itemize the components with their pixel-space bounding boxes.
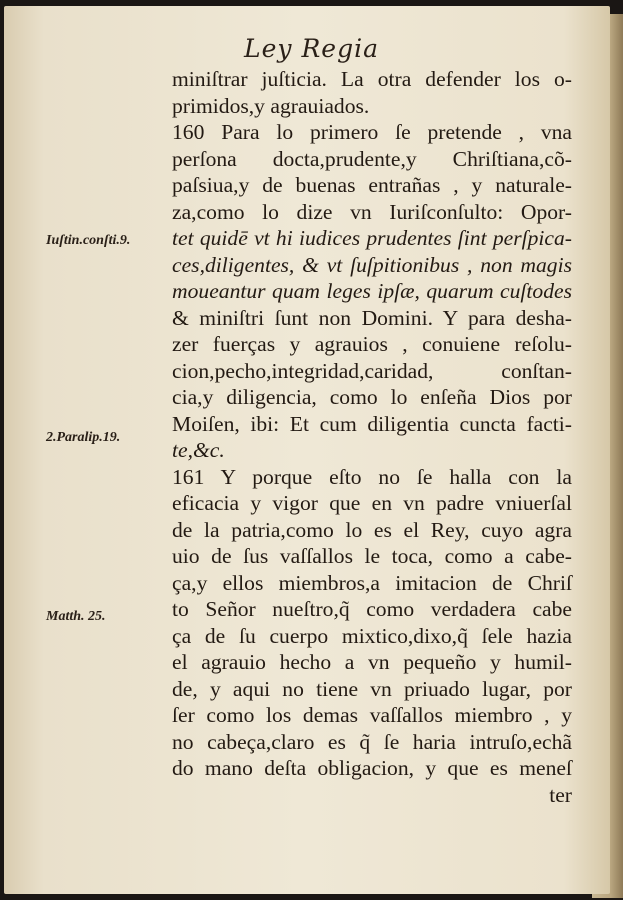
text-line: & miniſtri ſunt non Domini. Y para desha- xyxy=(172,305,572,330)
text-line: eficacia y vigor que en vn padre vniuerſal xyxy=(172,491,572,515)
paragraph-160-start: 160 Para lo primero ſe pretende , vna xyxy=(172,120,572,144)
text-line: do mano deſta obligacion, y que es meneſ xyxy=(172,756,572,780)
text-line: te,&c. xyxy=(172,438,225,462)
text-line: paſsiua,y de buenas entrañas , y naturale- xyxy=(172,173,572,197)
latin-quote-line: tet quidē vt hi iudices prudentes ſint perſpica- xyxy=(172,226,572,250)
margin-note-paralipomenon: 2.Paralip.19. xyxy=(46,430,121,445)
text-line: cia,y diligencia, como lo enſeña Dios por xyxy=(172,385,572,409)
latin-quote-line: ces,diligentes, & vt ſuſpitionibus , non magis xyxy=(172,252,572,277)
text-line: ça de ſu cuerpo mixtico,dixo,q̃ ſele hazia xyxy=(172,623,572,648)
text-line: Moiſen, ibi: Et cum diligentia cuncta facti- xyxy=(172,411,572,436)
text-line: uio de ſus vaſſallos le toca, como a cabe- xyxy=(172,544,572,568)
text-line: ſer como los demas vaſſallos miembro , y xyxy=(172,703,572,727)
latin-quote-line: moueantur quam leges ipſæ, quarum cuſtodes xyxy=(172,279,572,303)
text-line: za,como lo dize vn Iuriſconſulto: Opor- xyxy=(172,199,572,224)
text-line: zer fuerças y agrauios , conuiene reſolu- xyxy=(172,332,572,356)
text-line: de la patria,como lo es el Rey, cuyo agra xyxy=(172,517,572,542)
text-line: el agrauio hecho a vn pequeño y humil- xyxy=(172,650,572,674)
running-header: Ley Regia xyxy=(244,34,379,63)
page-body xyxy=(172,66,572,808)
margin-note-justinian: Iuſtin.conſti.9. xyxy=(46,233,131,248)
text-line: miniſtrar juſticia. La otra defender los o- xyxy=(172,67,572,91)
text-line: de, y aqui no tiene vn priuado lugar, por xyxy=(172,676,572,701)
paragraph-161-start: 161 Y porque eſto no ſe halla con la xyxy=(172,464,572,489)
margin-note-matthew: Matth. 25. xyxy=(46,609,106,624)
text-line: primidos,y agrauiados. xyxy=(172,93,370,118)
text-line: perſona docta,prudente,y Chriſtiana,cõ- xyxy=(172,146,572,171)
catchword: ter xyxy=(549,782,572,807)
text-line: to Señor nueſtro,q̃ como verdadera cabe xyxy=(172,597,572,621)
text-line: no cabeça,claro es q̃ ſe haria intruſo,echã xyxy=(172,729,572,754)
text-line: cion,pecho,integridad,caridad, conſtan- xyxy=(172,358,572,383)
text-line: ça,y ellos miembros,a imitacion de Chriſ xyxy=(172,570,572,595)
